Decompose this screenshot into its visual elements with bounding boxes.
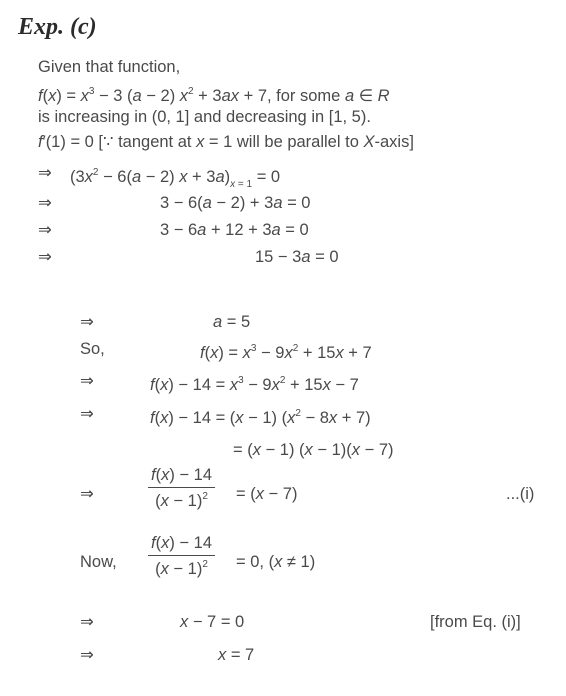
fraction-numerator: f(x) − 14 [148, 534, 215, 556]
step-3: 3 − 6a + 12 + 3a = 0 [160, 221, 309, 239]
implies-symbol: ⇒ [80, 372, 94, 390]
step-5: a = 5 [213, 313, 251, 331]
implies-symbol: ⇒ [38, 221, 52, 239]
fraction-step-11 [148, 534, 215, 579]
implies-symbol: ⇒ [38, 194, 52, 212]
fraction-denominator: $(x - 1)^2$ [155, 491, 208, 510]
step-10-rhs: = (x − 7) [236, 485, 298, 503]
function-definition: $f(x) = x^3 - 3$ (a − 2) $x^2 + 3ax + 7$, for some a ∈ R [38, 86, 390, 105]
fraction-step-10 [148, 466, 215, 511]
step-12: x − 7 = 0 [180, 613, 245, 631]
implies-symbol: ⇒ [38, 164, 52, 182]
fraction-numerator: f(x) − 14 [148, 466, 215, 488]
step-4: 15 − 3a = 0 [255, 248, 339, 266]
solution-heading: Exp. (c) [18, 14, 97, 40]
implies-symbol: ⇒ [80, 646, 94, 664]
so-label: So, [80, 340, 105, 358]
step-8: f(x) − 14 = (x − 1) $(x^2 - 8x + 7)$ [150, 408, 371, 427]
now-label: Now, [80, 553, 117, 571]
derivative-condition: f′(1) = 0 [∵ tangent at x = 1 will be parallel to X-axis] [38, 133, 414, 151]
equation-reference: [from Eq. (i)] [430, 613, 521, 631]
step-9: = (x − 1) (x − 1)(x − 7) [233, 441, 394, 459]
step-11-rhs: = 0, (x ≠ 1) [236, 553, 316, 571]
given-text: Given that function, [38, 58, 181, 76]
implies-symbol: ⇒ [80, 485, 94, 503]
monotonic-text: is increasing in (0, 1] and decreasing in [1, 5). [38, 108, 371, 126]
step-1: $(3x^2 - 6(a - 2) x + 3a)_{x = 1} = 0$ [70, 167, 281, 190]
implies-symbol: ⇒ [80, 405, 94, 423]
step-2: 3 − 6(a − 2) + 3a = 0 [160, 194, 311, 212]
equation-tag: ...(i) [506, 485, 535, 503]
step-7: $f(x) - 14 = x^3 - 9x^2 + 15x - 7$ [150, 375, 359, 394]
implies-symbol: ⇒ [80, 613, 94, 631]
step-13: x = 7 [218, 646, 255, 664]
fraction-denominator: $(x - 1)^2$ [155, 559, 208, 578]
implies-symbol: ⇒ [80, 313, 94, 331]
step-6: $f(x) = x^3 - 9x^2 + 15x + 7$ [200, 343, 372, 362]
implies-symbol: ⇒ [38, 248, 52, 266]
